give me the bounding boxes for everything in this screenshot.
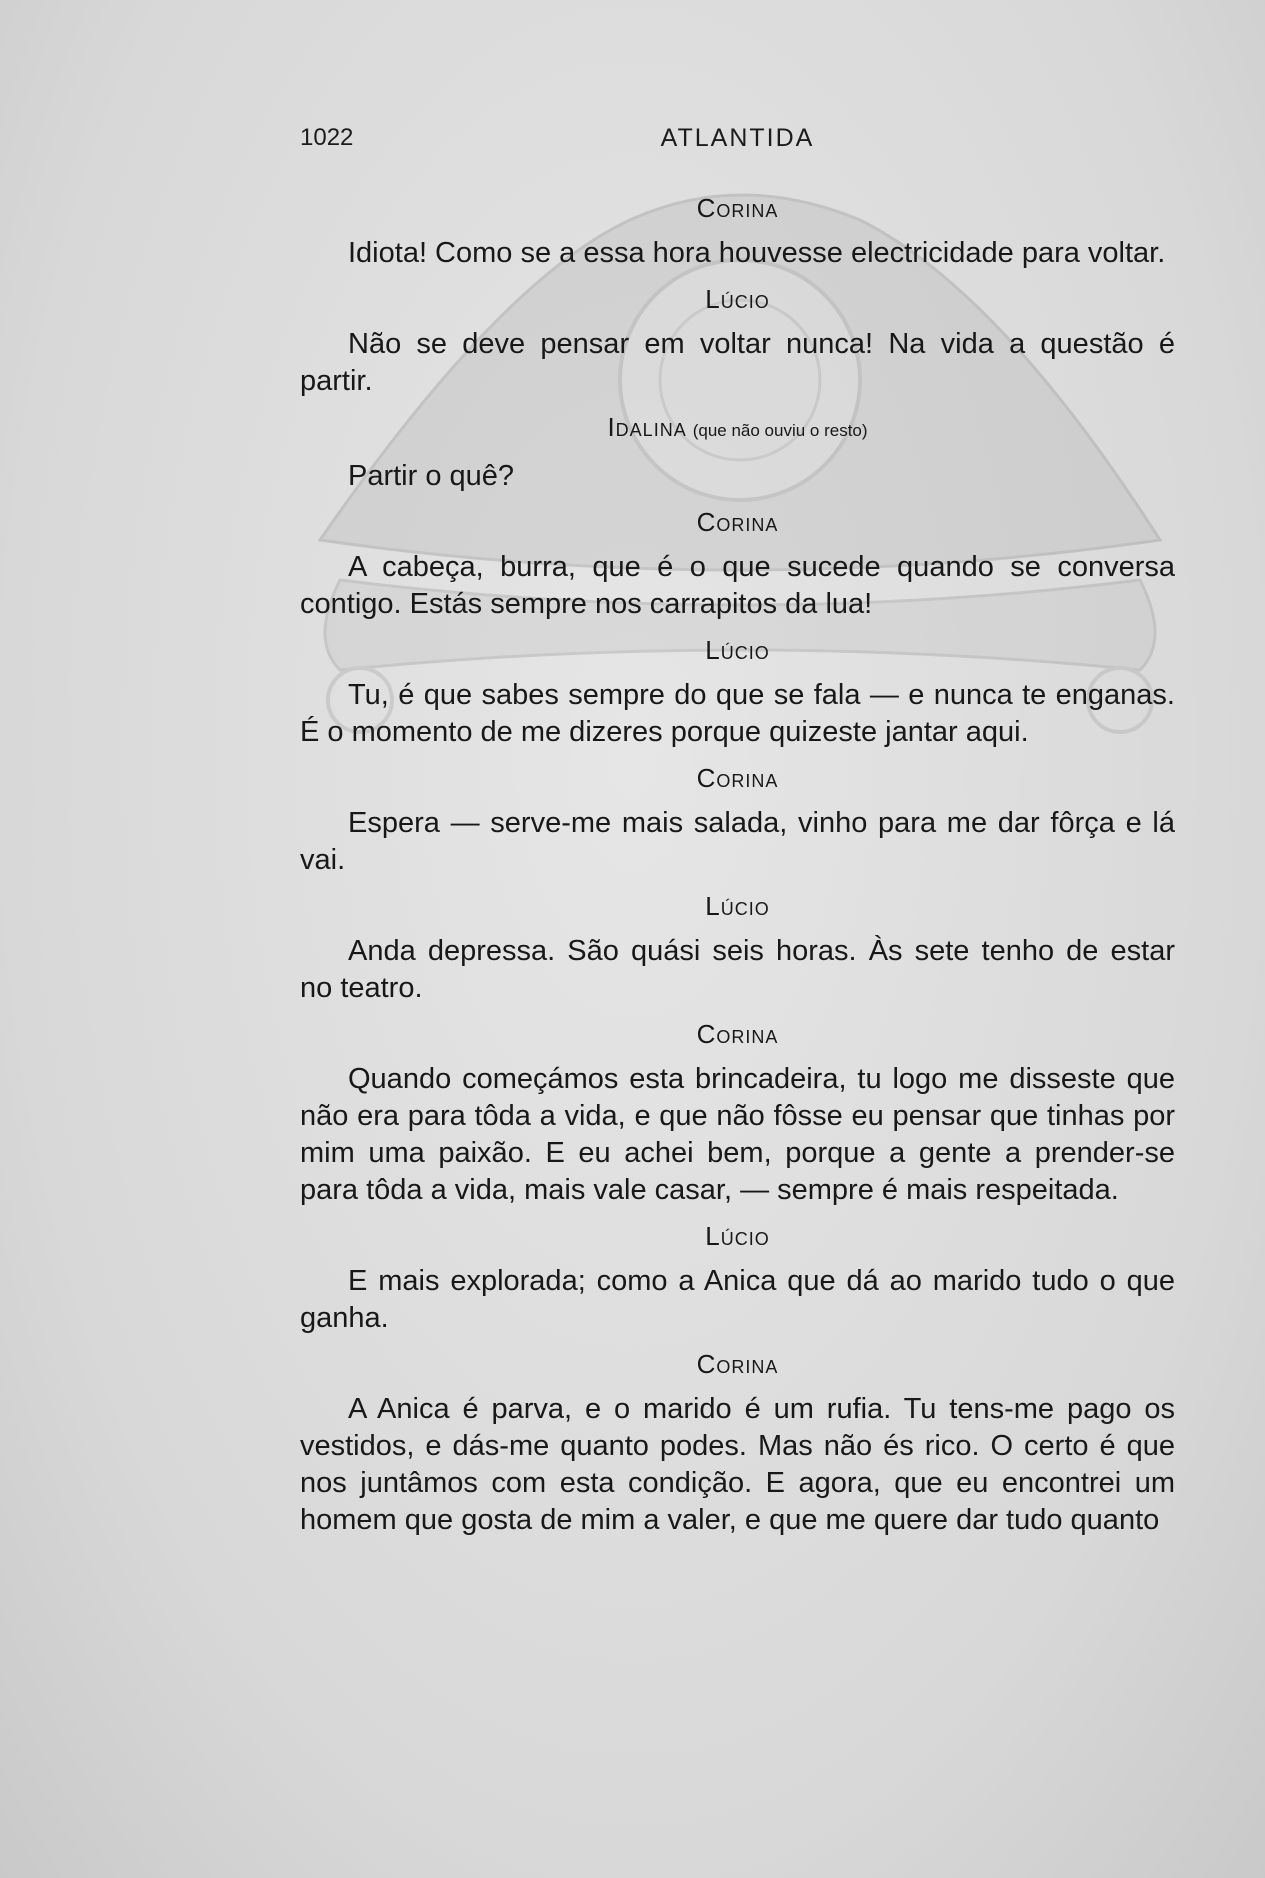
speaker-name: Idalina (que não ouviu o resto): [607, 412, 868, 442]
dialogue-line: A cabeça, burra, que é o que sucede quando se conversa contigo. Estás sempre nos carrapitos da lua!: [300, 551, 1175, 620]
dialogue-line: Anda depressa. São quási seis horas. Às sete tenho de estar no teatro.: [300, 935, 1175, 1004]
speaker-name: Lúcio: [705, 284, 770, 314]
speaker-name: Lúcio: [705, 635, 770, 665]
page-number: 1022: [300, 124, 354, 151]
dialogue-line: Quando começámos esta brincadeira, tu logo me disseste que não era para tôda a vida, e que não fôsse eu pensar que tinhas por mim uma paixão. E eu achei bem, porque a gente a prender-se para tôda a vida, mais vale casar, — sempre é mais respeitada.: [300, 1063, 1175, 1206]
page-header: [300, 124, 1175, 164]
speaker-name: Corina: [696, 1349, 779, 1379]
dialogue-line: Idiota! Como se a essa hora houvesse electricidade para voltar.: [348, 237, 1166, 269]
running-title: ATLANTIDA: [660, 124, 815, 152]
speaker-name: Lúcio: [705, 891, 770, 921]
stage-direction: (que não ouviu o resto): [692, 421, 868, 440]
dialogue-line: Espera — serve-me mais salada, vinho para me dar fôrça e lá vai.: [300, 807, 1175, 876]
dialogue-line: Não se deve pensar em voltar nunca! Na vida a questão é partir.: [300, 328, 1175, 397]
dialogue-line: E mais explorada; como a Anica que dá ao marido tudo o que ganha.: [300, 1265, 1175, 1334]
speaker-name: Corina: [696, 1019, 779, 1049]
dialogue-line: Tu, é que sabes sempre do que se fala — e nunca te enganas. É o momento de me dizeres porque quizeste jantar aqui.: [300, 679, 1175, 748]
dialogue-line: A Anica é parva, e o marido é um rufia. Tu tens-me pago os vestidos, e dás-me quanto podes. Mas não és rico. O certo é que nos juntâmos com esta condição. E agora, que eu encontrei um homem que gosta de mim a valer, e que me quere dar tudo quanto: [300, 1393, 1175, 1536]
dialogue-text: [300, 185, 1175, 1547]
speaker-name: Corina: [696, 763, 779, 793]
speaker-name: Corina: [696, 193, 779, 223]
speaker-name: Lúcio: [705, 1221, 770, 1251]
speaker-name: Corina: [696, 507, 779, 537]
dialogue-line: Partir o quê?: [348, 460, 515, 492]
